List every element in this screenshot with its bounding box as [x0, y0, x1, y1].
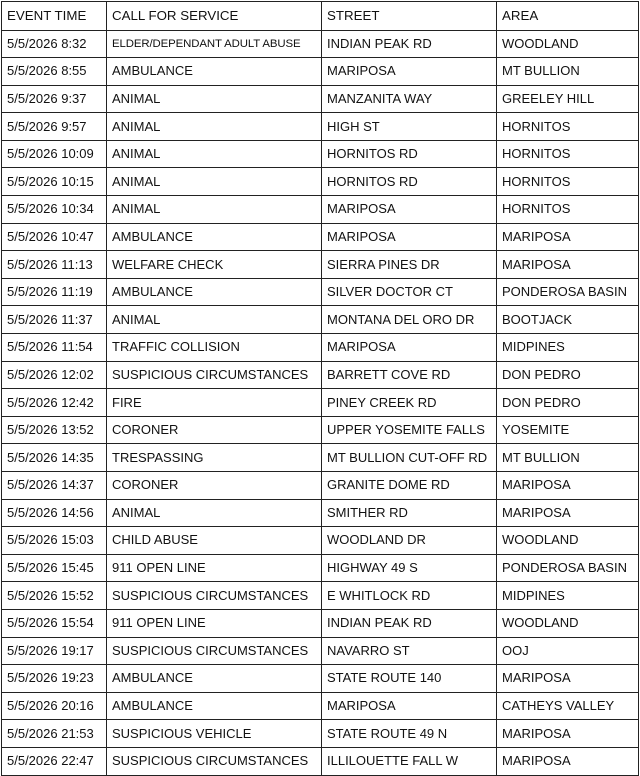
cell-street: SILVER DOCTOR CT	[322, 278, 497, 306]
cell-area: MIDPINES	[497, 582, 639, 610]
cell-street: MANZANITA WAY	[322, 85, 497, 113]
cell-event-time: 5/5/2026 19:23	[2, 665, 107, 693]
cell-event-time: 5/5/2026 12:42	[2, 389, 107, 417]
cell-event-time: 5/5/2026 10:09	[2, 140, 107, 168]
cell-event-time: 5/5/2026 11:54	[2, 334, 107, 362]
cell-street: HIGH ST	[322, 113, 497, 141]
cell-street: PINEY CREEK RD	[322, 389, 497, 417]
cell-call-for-service: ANIMAL	[107, 499, 322, 527]
table-row	[2, 472, 639, 500]
table-row	[2, 692, 639, 720]
cell-area: MARIPOSA	[497, 747, 639, 775]
cell-call-for-service: CORONER	[107, 416, 322, 444]
table-row	[2, 278, 639, 306]
cell-call-for-service: TRAFFIC COLLISION	[107, 334, 322, 362]
cell-street: UPPER YOSEMITE FALLS	[322, 416, 497, 444]
cell-event-time: 5/5/2026 13:52	[2, 416, 107, 444]
table-row	[2, 30, 639, 58]
table-row	[2, 389, 639, 417]
cell-event-time: 5/5/2026 14:56	[2, 499, 107, 527]
cell-call-for-service: CHILD ABUSE	[107, 527, 322, 555]
cell-call-for-service: ANIMAL	[107, 306, 322, 334]
table-row	[2, 747, 639, 775]
cell-area: MT BULLION	[497, 58, 639, 86]
table-row	[2, 251, 639, 279]
cell-event-time: 5/5/2026 10:34	[2, 196, 107, 224]
cell-street: INDIAN PEAK RD	[322, 30, 497, 58]
cell-street: GRANITE DOME RD	[322, 472, 497, 500]
cell-street: SMITHER RD	[322, 499, 497, 527]
table-header	[2, 2, 639, 31]
cell-street: MARIPOSA	[322, 196, 497, 224]
table-row	[2, 85, 639, 113]
table-row	[2, 223, 639, 251]
cell-street: BARRETT COVE RD	[322, 361, 497, 389]
cell-event-time: 5/5/2026 11:19	[2, 278, 107, 306]
cell-call-for-service: SUSPICIOUS CIRCUMSTANCES	[107, 637, 322, 665]
call-log-table	[1, 1, 639, 776]
cell-event-time: 5/5/2026 19:17	[2, 637, 107, 665]
table-row	[2, 582, 639, 610]
cell-event-time: 5/5/2026 9:57	[2, 113, 107, 141]
cell-area: MARIPOSA	[497, 665, 639, 693]
cell-area: WOODLAND	[497, 30, 639, 58]
cell-area: WOODLAND	[497, 609, 639, 637]
cell-event-time: 5/5/2026 9:37	[2, 85, 107, 113]
cell-call-for-service: WELFARE CHECK	[107, 251, 322, 279]
cell-street: WOODLAND DR	[322, 527, 497, 555]
header-street: STREET	[322, 2, 497, 31]
cell-call-for-service: ANIMAL	[107, 85, 322, 113]
cell-area: YOSEMITE	[497, 416, 639, 444]
table-row	[2, 140, 639, 168]
cell-event-time: 5/5/2026 12:02	[2, 361, 107, 389]
cell-call-for-service: AMBULANCE	[107, 692, 322, 720]
cell-area: OOJ	[497, 637, 639, 665]
cell-street: MT BULLION CUT-OFF RD	[322, 444, 497, 472]
header-call-for-service: CALL FOR SERVICE	[107, 2, 322, 31]
table-row	[2, 499, 639, 527]
cell-call-for-service: AMBULANCE	[107, 278, 322, 306]
cell-area: MARIPOSA	[497, 472, 639, 500]
cell-call-for-service: SUSPICIOUS VEHICLE	[107, 720, 322, 748]
cell-area: GREELEY HILL	[497, 85, 639, 113]
cell-street: HORNITOS RD	[322, 140, 497, 168]
cell-event-time: 5/5/2026 20:16	[2, 692, 107, 720]
table-row	[2, 58, 639, 86]
cell-event-time: 5/5/2026 8:32	[2, 30, 107, 58]
table-row	[2, 168, 639, 196]
table-row	[2, 720, 639, 748]
cell-area: WOODLAND	[497, 527, 639, 555]
cell-call-for-service: AMBULANCE	[107, 223, 322, 251]
cell-event-time: 5/5/2026 15:03	[2, 527, 107, 555]
cell-call-for-service: ANIMAL	[107, 168, 322, 196]
cell-area: HORNITOS	[497, 113, 639, 141]
table-body	[2, 30, 639, 775]
cell-street: INDIAN PEAK RD	[322, 609, 497, 637]
cell-street: E WHITLOCK RD	[322, 582, 497, 610]
table-row	[2, 527, 639, 555]
cell-street: NAVARRO ST	[322, 637, 497, 665]
cell-area: HORNITOS	[497, 196, 639, 224]
cell-event-time: 5/5/2026 11:13	[2, 251, 107, 279]
cell-street: MARIPOSA	[322, 58, 497, 86]
cell-event-time: 5/5/2026 15:45	[2, 554, 107, 582]
table-row	[2, 196, 639, 224]
cell-area: HORNITOS	[497, 140, 639, 168]
cell-event-time: 5/5/2026 10:15	[2, 168, 107, 196]
cell-event-time: 5/5/2026 14:37	[2, 472, 107, 500]
cell-call-for-service: 911 OPEN LINE	[107, 609, 322, 637]
header-area: AREA	[497, 2, 639, 31]
table-row	[2, 554, 639, 582]
cell-area: MT BULLION	[497, 444, 639, 472]
header-event-time: EVENT TIME	[2, 2, 107, 31]
table-row	[2, 306, 639, 334]
cell-call-for-service: AMBULANCE	[107, 58, 322, 86]
table-row	[2, 334, 639, 362]
cell-street: STATE ROUTE 49 N	[322, 720, 497, 748]
cell-area: MARIPOSA	[497, 251, 639, 279]
cell-call-for-service: ANIMAL	[107, 140, 322, 168]
cell-area: PONDEROSA BASIN	[497, 554, 639, 582]
cell-event-time: 5/5/2026 22:47	[2, 747, 107, 775]
table-row	[2, 361, 639, 389]
cell-event-time: 5/5/2026 21:53	[2, 720, 107, 748]
cell-street: ILLILOUETTE FALL W	[322, 747, 497, 775]
cell-call-for-service: AMBULANCE	[107, 665, 322, 693]
cell-call-for-service: ANIMAL	[107, 113, 322, 141]
cell-area: DON PEDRO	[497, 361, 639, 389]
cell-street: STATE ROUTE 140	[322, 665, 497, 693]
cell-event-time: 5/5/2026 14:35	[2, 444, 107, 472]
cell-call-for-service: SUSPICIOUS CIRCUMSTANCES	[107, 582, 322, 610]
table-row	[2, 637, 639, 665]
cell-street: HORNITOS RD	[322, 168, 497, 196]
cell-street: MARIPOSA	[322, 692, 497, 720]
cell-area: MARIPOSA	[497, 223, 639, 251]
cell-area: MIDPINES	[497, 334, 639, 362]
table-row	[2, 609, 639, 637]
table-row	[2, 416, 639, 444]
cell-street: MARIPOSA	[322, 223, 497, 251]
cell-street: SIERRA PINES DR	[322, 251, 497, 279]
cell-street: MONTANA DEL ORO DR	[322, 306, 497, 334]
cell-call-for-service: TRESPASSING	[107, 444, 322, 472]
cell-area: DON PEDRO	[497, 389, 639, 417]
cell-area: HORNITOS	[497, 168, 639, 196]
table-row	[2, 113, 639, 141]
cell-call-for-service: ELDER/DEPENDANT ADULT ABUSE	[107, 30, 322, 58]
header-row	[2, 2, 639, 31]
cell-event-time: 5/5/2026 15:52	[2, 582, 107, 610]
cell-event-time: 5/5/2026 10:47	[2, 223, 107, 251]
cell-event-time: 5/5/2026 11:37	[2, 306, 107, 334]
cell-call-for-service: 911 OPEN LINE	[107, 554, 322, 582]
cell-area: MARIPOSA	[497, 499, 639, 527]
cell-area: PONDEROSA BASIN	[497, 278, 639, 306]
cell-call-for-service: CORONER	[107, 472, 322, 500]
table-row	[2, 444, 639, 472]
cell-street: HIGHWAY 49 S	[322, 554, 497, 582]
cell-event-time: 5/5/2026 15:54	[2, 609, 107, 637]
cell-event-time: 5/5/2026 8:55	[2, 58, 107, 86]
cell-area: MARIPOSA	[497, 720, 639, 748]
cell-area: CATHEYS VALLEY	[497, 692, 639, 720]
cell-call-for-service: ANIMAL	[107, 196, 322, 224]
cell-call-for-service: SUSPICIOUS CIRCUMSTANCES	[107, 361, 322, 389]
table-row	[2, 665, 639, 693]
cell-street: MARIPOSA	[322, 334, 497, 362]
cell-call-for-service: FIRE	[107, 389, 322, 417]
cell-area: BOOTJACK	[497, 306, 639, 334]
cell-call-for-service: SUSPICIOUS CIRCUMSTANCES	[107, 747, 322, 775]
